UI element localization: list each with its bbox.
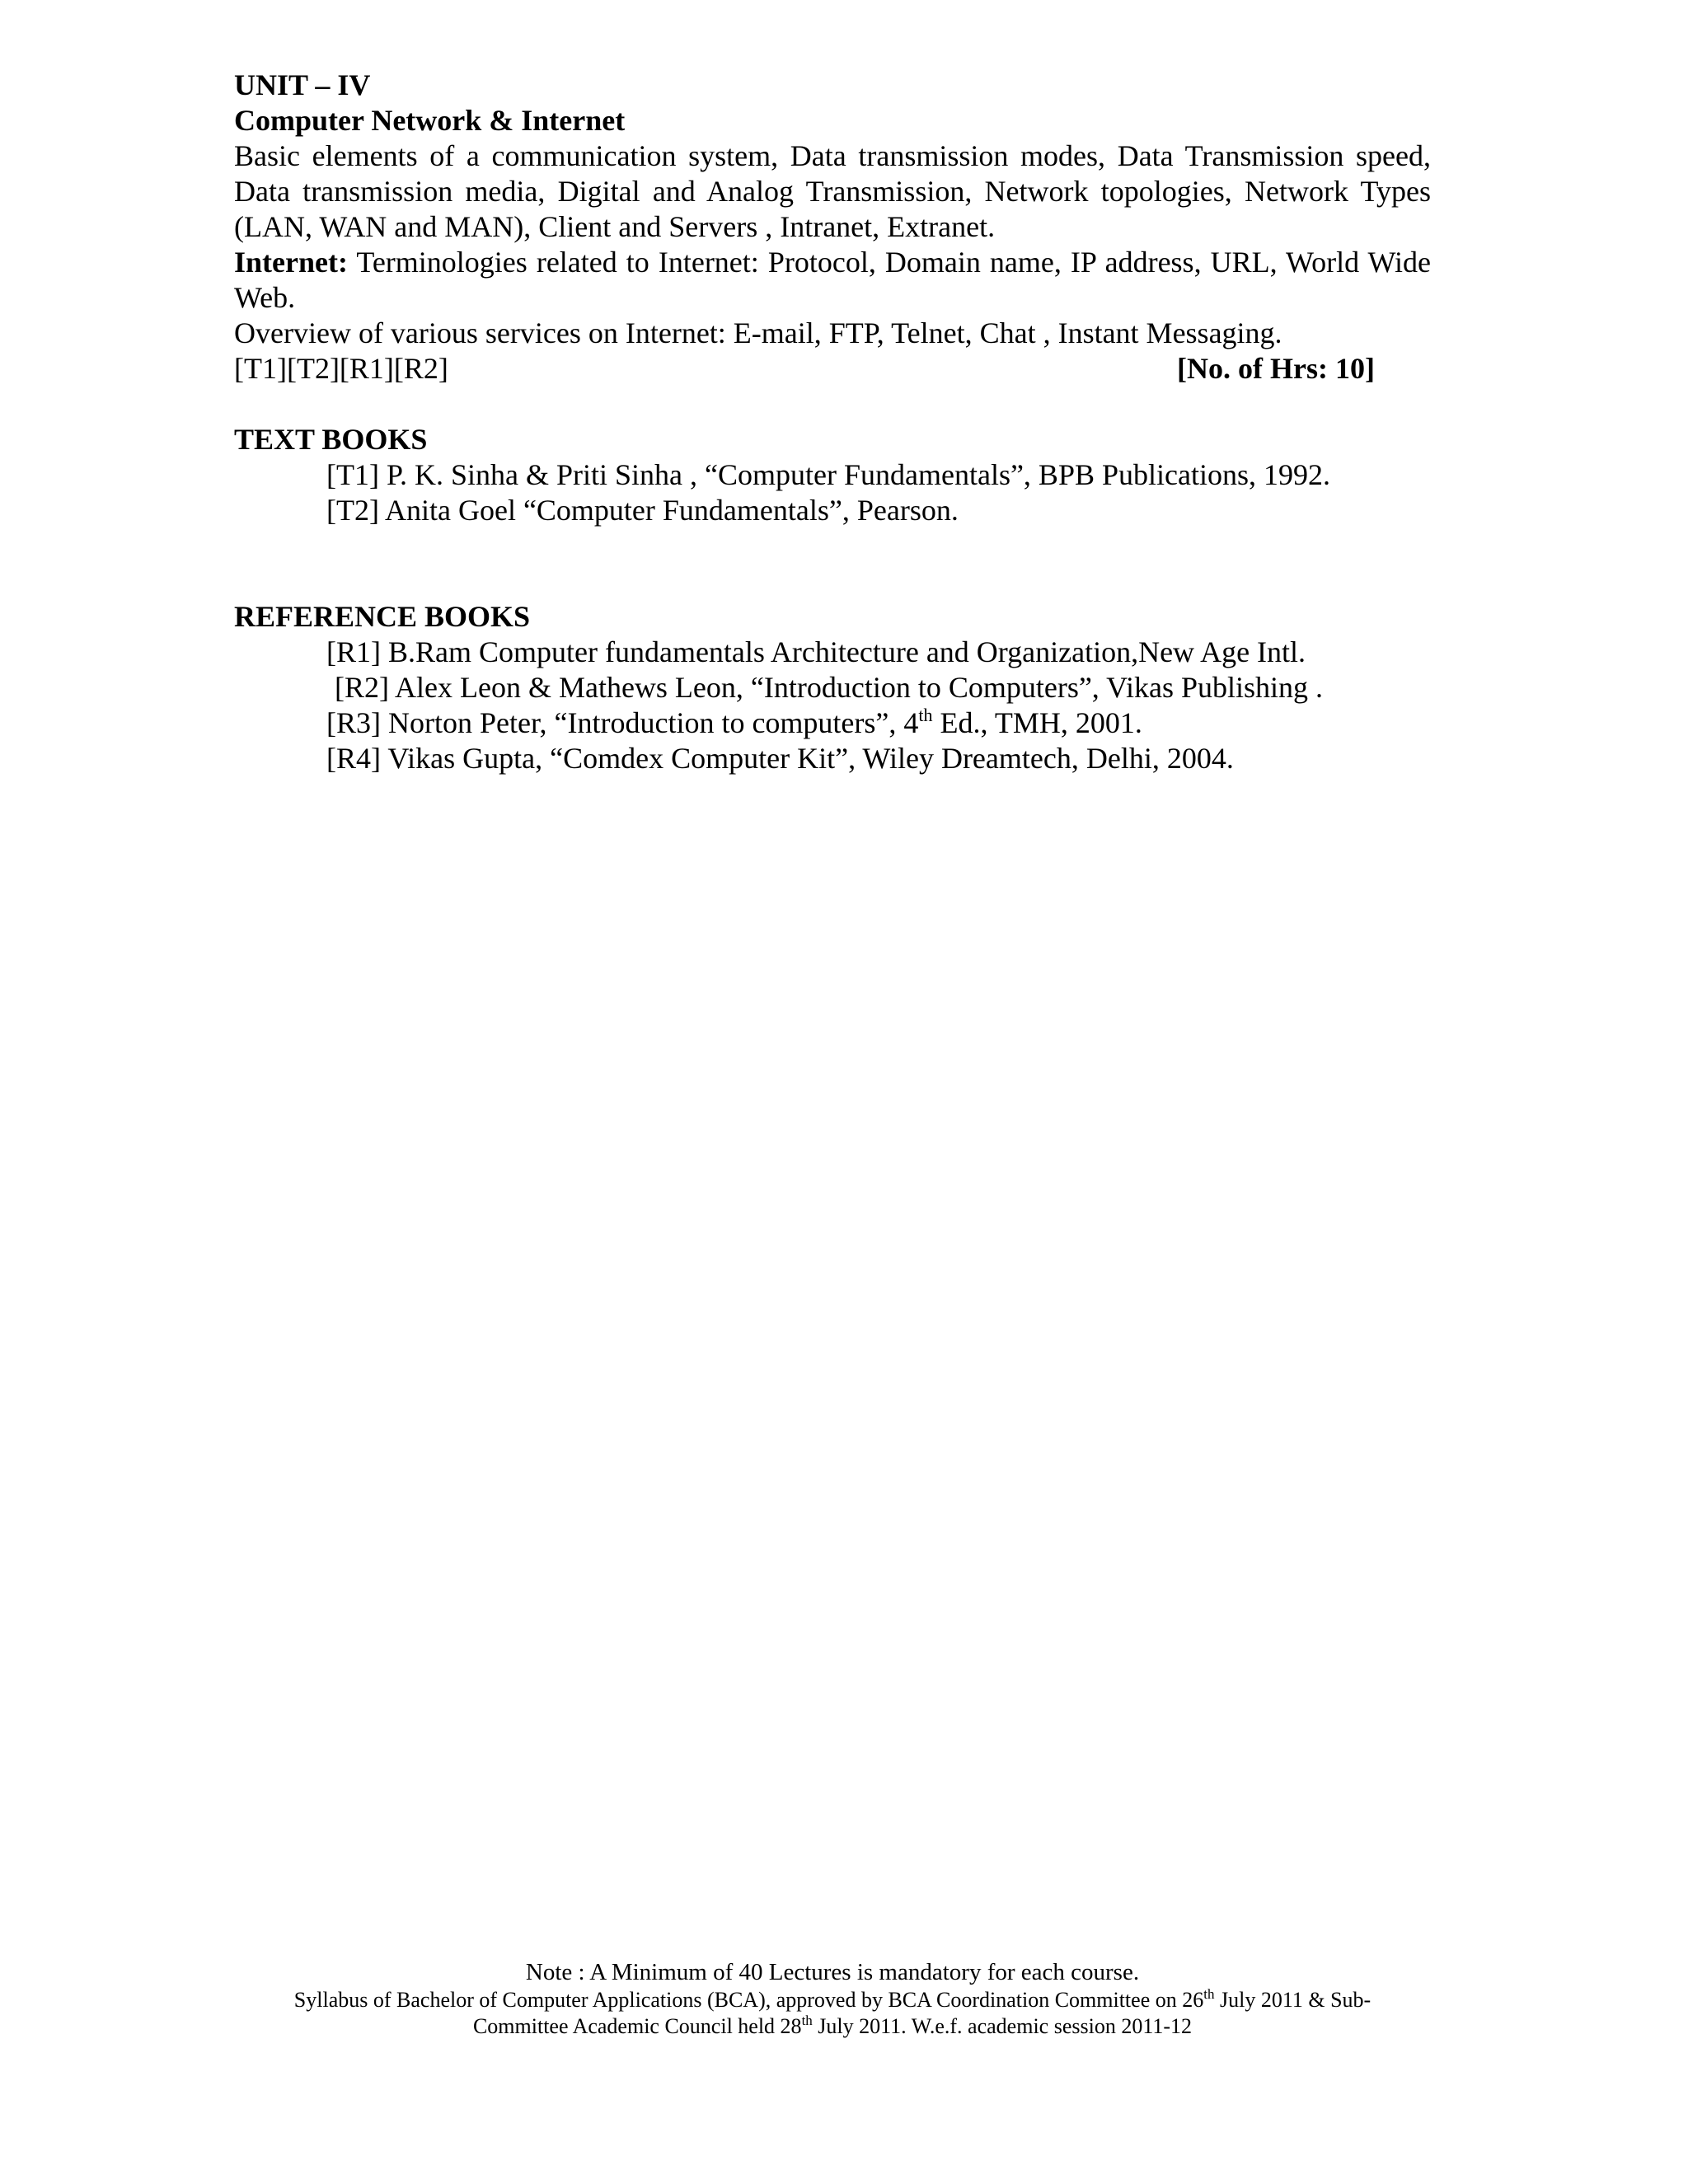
reference-book-item: [R4] Vikas Gupta, “Comdex Computer Kit”, Wiley Dreamtech, Delhi, 2004. — [326, 742, 1234, 775]
reference-book-item — [234, 705, 1431, 741]
unit-title: Computer Network & Internet — [234, 104, 626, 137]
footer-approval-line — [206, 1987, 1459, 2013]
ordinal-superscript: th — [801, 2013, 813, 2028]
footer-note: Note : A Minimum of 40 Lectures is mandatory for each course. — [525, 1959, 1140, 1985]
reference-r3-text-end: Ed., TMH, 2001. — [932, 706, 1142, 739]
refs-hours-row — [234, 351, 1375, 387]
unit-heading: UNIT – IV — [234, 68, 371, 101]
reference-r3-text: [R3] Norton Peter, “Introduction to computers”, 4 — [326, 706, 919, 739]
text-book-item: [T1] P. K. Sinha & Priti Sinha , “Computer Fundamentals”, BPB Publications, 1992. — [326, 458, 1330, 491]
internet-paragraph — [234, 245, 1431, 316]
unit-references: [T1][T2][R1][R2] — [234, 352, 448, 385]
reference-book-item: [R2] Alex Leon & Mathews Leon, “Introduction to Computers”, Vikas Publishing . — [335, 671, 1324, 704]
ordinal-superscript: th — [1203, 1986, 1215, 2002]
page-footer — [206, 1957, 1459, 2040]
syllabus-content — [234, 68, 1431, 776]
ordinal-superscript: th — [918, 705, 933, 725]
reference-book-item: [R1] B.Ram Computer fundamentals Architecture and Organization,New Age Intl. — [326, 635, 1306, 668]
spacer — [234, 528, 1431, 599]
footer-line1-text-end: July 2011 & Sub- — [1214, 1988, 1372, 2012]
internet-text: Terminologies related to Internet: Protocol, Domain name, IP address, URL, World Wide Web. — [234, 246, 1431, 314]
footer-line1-text: Syllabus of Bachelor of Computer Applications (BCA), approved by BCA Coordination Committee on 26 — [293, 1988, 1204, 2012]
overview-line: Overview of various services on Internet: E-mail, FTP, Telnet, Chat , Instant Messaging. — [234, 316, 1282, 349]
text-books-heading: TEXT BOOKS — [234, 423, 428, 456]
hours-label: [No. of Hrs: 10] — [1177, 352, 1375, 385]
footer-line2-text: Committee Academic Council held 28 — [472, 2014, 802, 2038]
spacer — [234, 387, 1431, 422]
footer-session-line — [206, 2013, 1459, 2040]
unit-topics-paragraph: Basic elements of a communication system, Data transmission modes, Data Transmission speed, Data transmission media, Digital and Analog Transmission, Network topologies, Network Types (LAN, WAN and MAN), Client and Servers , Intranet, Extranet. — [234, 139, 1431, 243]
internet-label: Internet: — [234, 246, 348, 279]
footer-line2-text-end: July 2011. W.e.f. academic session 2011-12 — [812, 2014, 1193, 2038]
text-book-item: [T2] Anita Goel “Computer Fundamentals”, Pearson. — [326, 494, 959, 527]
reference-books-heading: REFERENCE BOOKS — [234, 600, 531, 633]
